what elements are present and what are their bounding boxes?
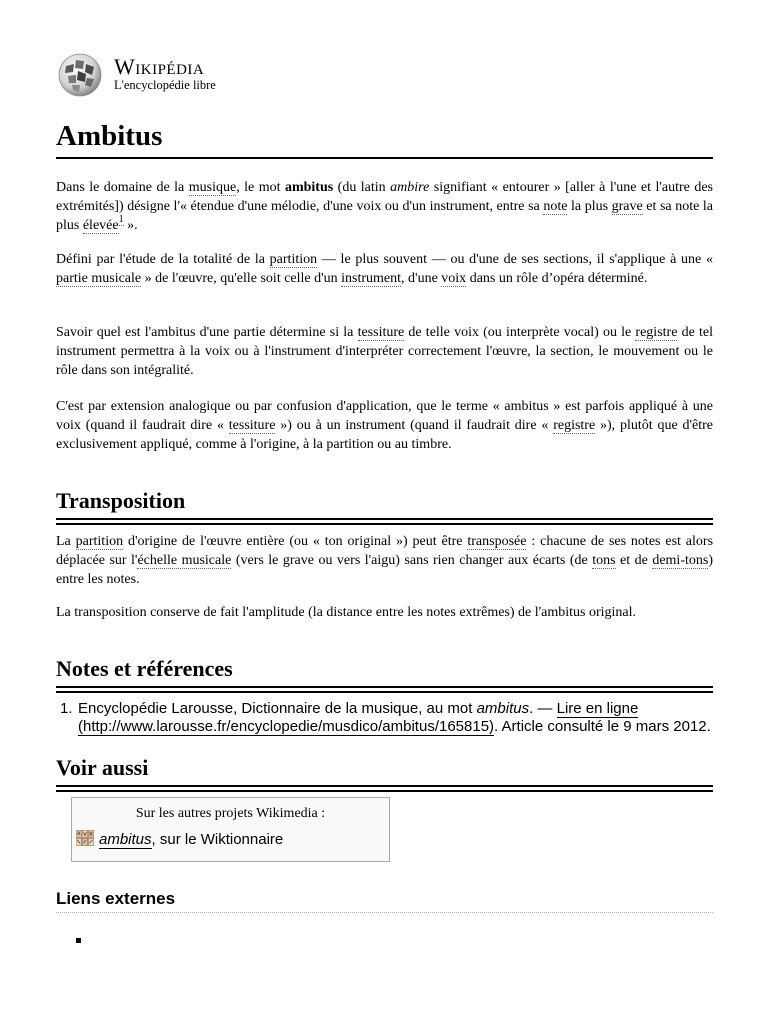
text: de telle voix (ou interprète vocal) ou le [404,325,636,340]
link-transposee[interactable]: transposée [467,534,527,549]
text: Défini par l'étude de la totalité de la [56,252,270,267]
text: d'origine de l'œuvre entière (ou « ton original ») peut être [123,534,468,549]
sister-projects-box [71,797,390,862]
link-musique[interactable]: musique [188,180,237,195]
wiktionary-icon [76,830,94,846]
link-grave[interactable]: grave [611,199,643,214]
reference-marker-1[interactable]: 1 [118,214,124,225]
text: ») ou à un instrument (quand il faudrait dire « [275,418,554,433]
text: — le plus souvent — ou d'une de ses sections, il s'applique à une « [317,252,713,267]
text: et de [615,553,653,568]
bold-term: ambitus [284,180,334,195]
link-partie-musicale[interactable]: partie musicale [56,271,142,286]
link-partition-2[interactable]: partition [75,534,124,549]
italic-term: ambitus [476,700,530,717]
link-registre[interactable]: registre [635,325,678,340]
section-heading-notes: Notes et références [56,654,713,688]
transposition-paragraph-1 [56,532,713,589]
text: , sur le Wiktionnaire [151,831,284,848]
text: dans un rôle d’opéra déterminé. [466,271,648,286]
text: , d'une [401,271,442,286]
sister-projects-heading: Sur les autres projets Wikimedia : [135,806,326,821]
section-heading-transposition: Transposition [56,486,713,520]
intro-paragraph-4 [56,397,713,454]
text: , le mot [236,180,285,195]
intro-paragraph-2 [56,250,713,288]
list-bullet [76,938,81,943]
wiktionary-ambitus-link[interactable]: ambitus [99,831,152,848]
intro-paragraph-1 [56,178,713,235]
link-tessiture-2[interactable]: tessiture [228,418,276,433]
larousse-external-link[interactable]: Lire en ligne (http://www.larousse.fr/encyclopedie/musdico/ambitus/165815) [78,700,639,735]
text: » de l'œuvre, qu'elle soit celle d'un [141,271,342,286]
section-heading-liens-externes: Liens externes [56,888,713,913]
intro-paragraph-3 [56,323,713,380]
text: ». [123,218,138,233]
reference-item-1 [60,700,713,736]
wikipedia-globe-logo-icon [56,52,104,98]
link-echelle-musicale[interactable]: échelle musicale [137,553,232,568]
text: Encyclopédie Larousse, Dictionnaire de la musique, au mot [78,700,477,717]
text: (vers le grave ou vers l'aigu) sans rien changer aux écarts (de [231,553,593,568]
link-tons[interactable]: tons [592,553,616,568]
wiktionary-entry [76,830,283,848]
text: de tel instrument permettra à la voix ou à l'instrument d'interpréter correctement l'œuvre, la section, le mouvement ou le rôle dans son intégralité. [56,325,713,378]
section-heading-voir-aussi: Voir aussi [56,753,713,787]
link-registre-2[interactable]: registre [553,418,596,433]
reference-number: 1. [60,700,73,717]
link-elevee[interactable]: élevée [82,218,119,233]
italic-term: ambire [390,180,430,195]
text: Dans le domaine de la [56,180,189,195]
text: et sa note la plus [56,199,713,233]
text: la plus [567,199,612,214]
link-tessiture[interactable]: tessiture [357,325,405,340]
reference-list [56,700,713,736]
page-title: Ambitus [56,116,713,159]
link-note[interactable]: note [543,199,568,214]
link-instrument[interactable]: instrument [341,271,402,286]
text: La [56,534,76,549]
text: »), plutôt que d'être exclusivement appliqué, comme à l'origine, à la partition ou au timbre. [56,418,714,452]
site-tagline: L'encyclopédie libre [114,78,216,92]
link-voix[interactable]: voix [441,271,467,286]
text: C'est par extension analogique ou par confusion d'application, que le terme « ambitus » est parfois appliqué à une voix (quand il faudrait dire « [56,399,713,433]
text: signifiant « entourer » [aller à l'une et l'autre des extrémités]) désigne l'« étendue d'une mélodie, d'une voix ou d'un instrument, entre sa [56,180,714,214]
text: (du latin [333,180,391,195]
site-name: Wikipédia [114,54,205,79]
text: : chacune de ses notes est alors déplacée sur l' [56,534,714,568]
link-demi-tons[interactable]: demi-tons [652,553,709,568]
text: Savoir quel est l'ambitus d'une partie détermine si la [56,325,358,340]
text: . Article consulté le 9 mars 2012. [494,718,711,735]
text: . — [529,700,557,717]
link-partition[interactable]: partition [269,252,318,267]
transposition-paragraph-2: La transposition conserve de fait l'amplitude (la distance entre les notes extrêmes) de l'ambitus original. [56,605,637,620]
text: ) entre les notes. [56,553,713,587]
site-header[interactable] [56,52,356,100]
